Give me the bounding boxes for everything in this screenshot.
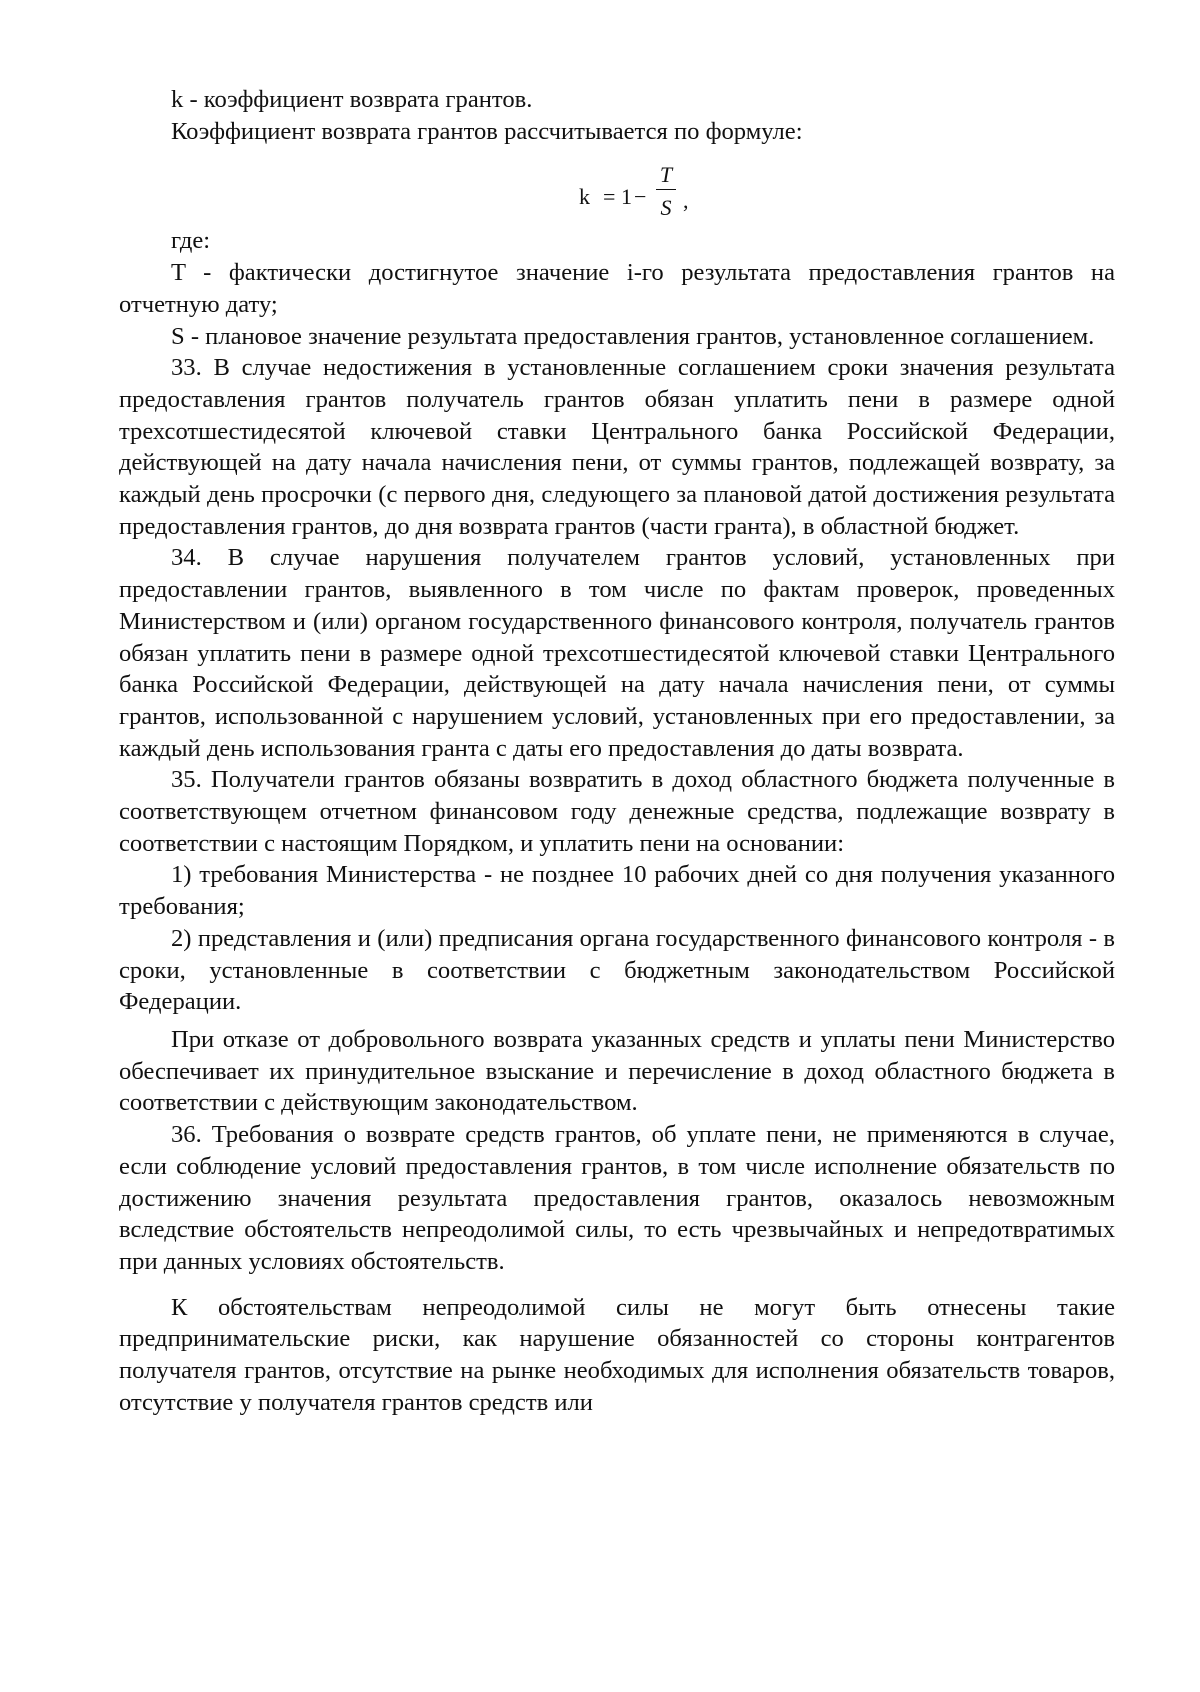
definition-s: S - плановое значение результата предоставления грантов, установленное соглашением. — [171, 322, 1095, 350]
formula-equals: = — [603, 184, 616, 210]
paragraph-36: 36. Требования о возврате средств грантов, об уплате пени, не применяются в случае, если соблюдение условий предоставления грантов, в том числе исполнение обязательств по достижению значения результата предоставления грантов, оказалось невозможным вследствие обстоятельств непреодолимой силы, то есть чрезвычайных и непредотвратимых при данных условиях обстоятельств. — [119, 1121, 1115, 1275]
formula-numerator: T — [659, 162, 673, 188]
paragraph-33: 33. В случае недостижения в установленные соглашением сроки значения результата предоставления грантов получатель грантов обязан уплатить пени в размере одной трехсотшестидесятой ключевой ставки Центрального банка Российской Федерации, действующей на дату начала начисления пени, от суммы грантов, подлежащей возврату, за каждый день просрочки (с первого дня, следующего за плановой датой достижения результата предоставления грантов, до дня возврата грантов (части гранта), в областной бюджет. — [119, 354, 1115, 540]
document-body — [119, 84, 1115, 1418]
coefficient-k-definition: k - коэффициент возврата грантов. — [171, 86, 533, 113]
paragraph-force-majeure: К обстоятельствам непреодолимой силы не могут быть отнесены такие предпринимательские риски, как нарушение обязанностей со стороны контрагентов получателя грантов, отсутствие на рынке необходимых для исполнения обязательств товаров, отсутствие у получателя грантов средств или — [119, 1293, 1115, 1416]
formula-minus: − — [634, 184, 647, 210]
return-coefficient-formula — [119, 147, 1115, 225]
formula-denominator: S — [660, 195, 672, 221]
paragraph-35: 35. Получатели грантов обязаны возвратить в доход областного бюджета полученные в соответствующем отчетном финансовом году денежные средства, подлежащие возврату в соответствии с настоящим Порядком, и уплатить пени на основании: — [119, 766, 1115, 857]
fraction-bar — [656, 189, 676, 190]
where-label: где: — [171, 227, 211, 255]
formula-one: 1 — [621, 184, 632, 210]
paragraph-34: 34. В случае нарушения получателем грантов условий, установленных при предоставлении грантов, выявленного в том числе по фактам проверок, проведенных Министерством и (или) органом государственного финансового контроля, получатель грантов обязан уплатить пени в размере одной трехсотшестидесятой ключевой ставки Центрального банка Российской Федерации, действующей на дату начала начисления пени, от суммы грантов, использованной с нарушением условий, установленных при его предоставлении, за каждый день использования гранта с даты его предоставления до даты возврата. — [119, 544, 1115, 762]
paragraph-35-item-1: 1) требования Министерства - не позднее 10 рабочих дней со дня получения указанного требования; — [119, 861, 1115, 921]
formula-intro: Коэффициент возврата грантов рассчитывается по формуле: — [171, 117, 803, 145]
paragraph-35-item-2: 2) представления и (или) предписания органа государственного финансового контроля - в сроки, установленные в соответствии с бюджетным законодательством Российской Федерации. — [119, 924, 1115, 1016]
definition-t: T - фактически достигнутое значение i-го результата предоставления грантов на отчетную дату; — [119, 259, 1115, 318]
formula-lhs: k — [579, 184, 590, 210]
formula-comma: , — [683, 188, 689, 214]
paragraph-refusal: При отказе от добровольного возврата указанных средств и уплаты пени Министерство обеспечивает их принудительное взыскание и перечисление в доход областного бюджета в соответствии с действующим законодательством. — [119, 1025, 1115, 1117]
